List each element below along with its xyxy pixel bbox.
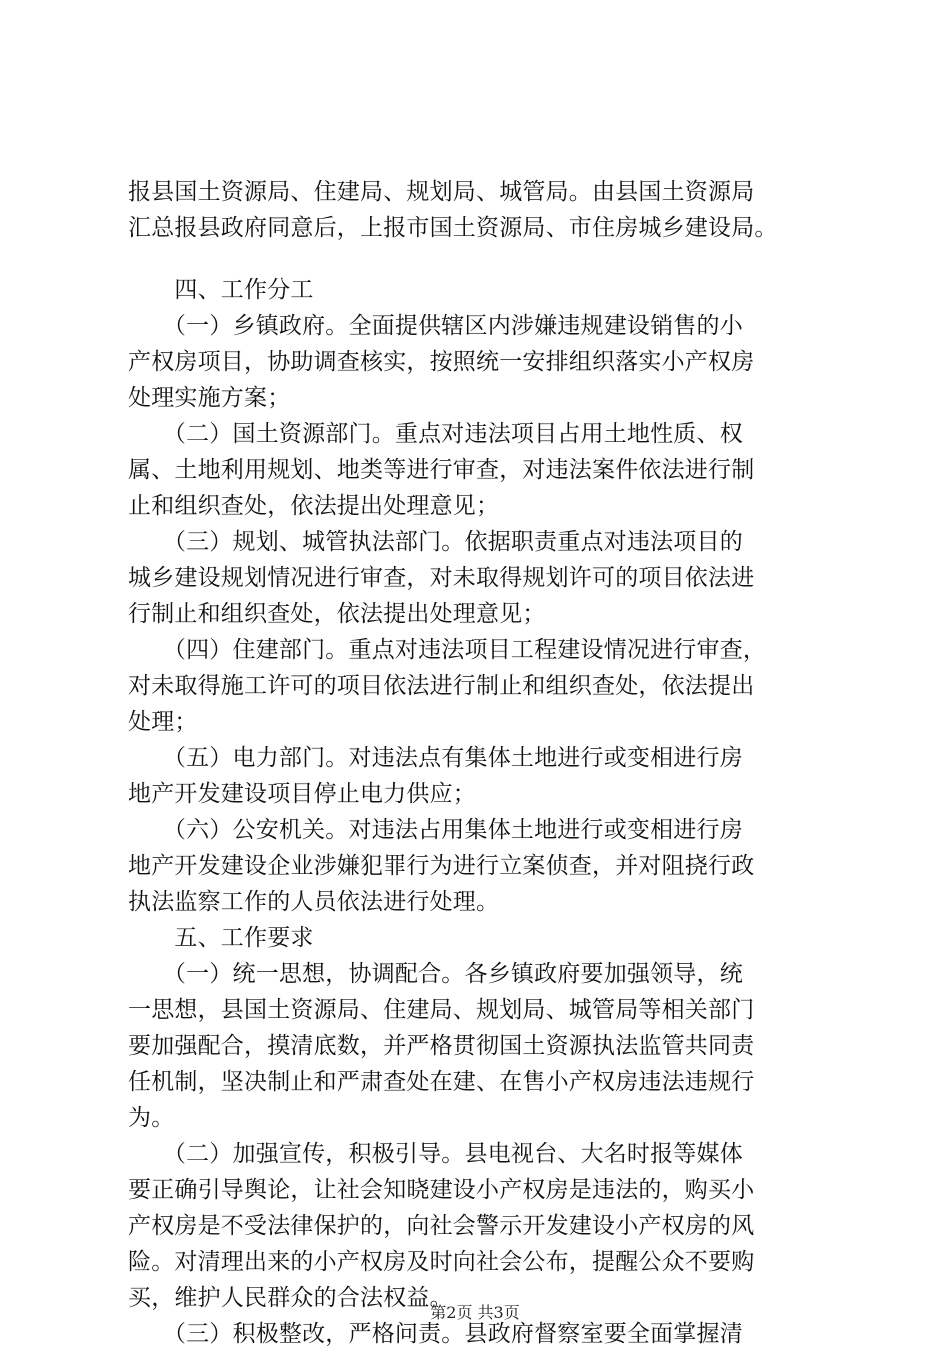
text-line: 产权房项目，协助调查核实，按照统一安排组织落实小产权房 (128, 349, 755, 375)
text-line: 产权房是不受法律保护的，向社会警示开发建设小产权房的风 (128, 1213, 755, 1239)
text-line: （一）统一思想，协调配合。各乡镇政府要加强领导，统 (128, 961, 743, 987)
text-line: 地产开发建设企业涉嫌犯罪行为进行立案侦查，并对阻挠行政 (128, 853, 755, 879)
text-line: 属、土地利用规划、地类等进行审查，对违法案件依法进行制 (128, 457, 755, 483)
text-line: （五）电力部门。对违法点有集体土地进行或变相进行房 (128, 745, 743, 771)
document-body (128, 174, 858, 1352)
section-heading: 四、工作分工 (128, 277, 314, 303)
text-line: 险。对清理出来的小产权房及时向社会公布，提醒公众不要购 (128, 1249, 755, 1275)
text-line: 要正确引导舆论，让社会知晓建设小产权房是违法的，购买小 (128, 1177, 755, 1203)
section-heading: 五、工作要求 (128, 925, 314, 951)
text-line: 任机制，坚决制止和严肃查处在建、在售小产权房违法违规行 (128, 1069, 755, 1095)
text-line: 要加强配合，摸清底数，并严格贯彻国土资源执法监管共同责 (128, 1033, 755, 1059)
text-line: （三）规划、城管执法部门。依据职责重点对违法项目的 (128, 529, 743, 555)
text-line: 城乡建设规划情况进行审查，对未取得规划许可的项目依法进 (128, 565, 755, 591)
text-line: （一）乡镇政府。全面提供辖区内涉嫌违规建设销售的小 (128, 313, 743, 339)
text-line: 执法监察工作的人员依法进行处理。 (128, 889, 500, 915)
text-line: 买，维护人民群众的合法权益。 (128, 1285, 453, 1311)
text-line: 止和组织查处，依法提出处理意见； (128, 493, 500, 519)
text-line: 报县国土资源局、住建局、规划局、城管局。由县国土资源局 (128, 179, 755, 205)
text-line: （六）公安机关。对违法占用集体土地进行或变相进行房 (128, 817, 743, 843)
text-line: 汇总报县政府同意后，上报市国土资源局、市住房城乡建设局。 (128, 215, 778, 241)
text-line: （二）国土资源部门。重点对违法项目占用土地性质、权 (128, 421, 743, 447)
text-line: 为。 (128, 1105, 175, 1131)
text-line: 处理； (128, 709, 198, 735)
text-line: （二）加强宣传，积极引导。县电视台、大名时报等媒体 (128, 1141, 743, 1167)
page-number-footer: 第2页 共3页 (430, 1303, 520, 1322)
text-line: 地产开发建设项目停止电力供应； (128, 781, 476, 807)
text-line: （四）住建部门。重点对违法项目工程建设情况进行审查， (128, 637, 767, 663)
text-line: （三）积极整改，严格问责。县政府督察室要全面掌握清 (128, 1321, 743, 1347)
text-line: 行制止和组织查处，依法提出处理意见； (128, 601, 546, 627)
text-line: 对未取得施工许可的项目依法进行制止和组织查处，依法提出 (128, 673, 755, 699)
text-line: 一思想，县国土资源局、住建局、规划局、城管局等相关部门 (128, 997, 755, 1023)
paragraph-gap (128, 246, 858, 272)
text-line: 处理实施方案； (128, 385, 291, 411)
